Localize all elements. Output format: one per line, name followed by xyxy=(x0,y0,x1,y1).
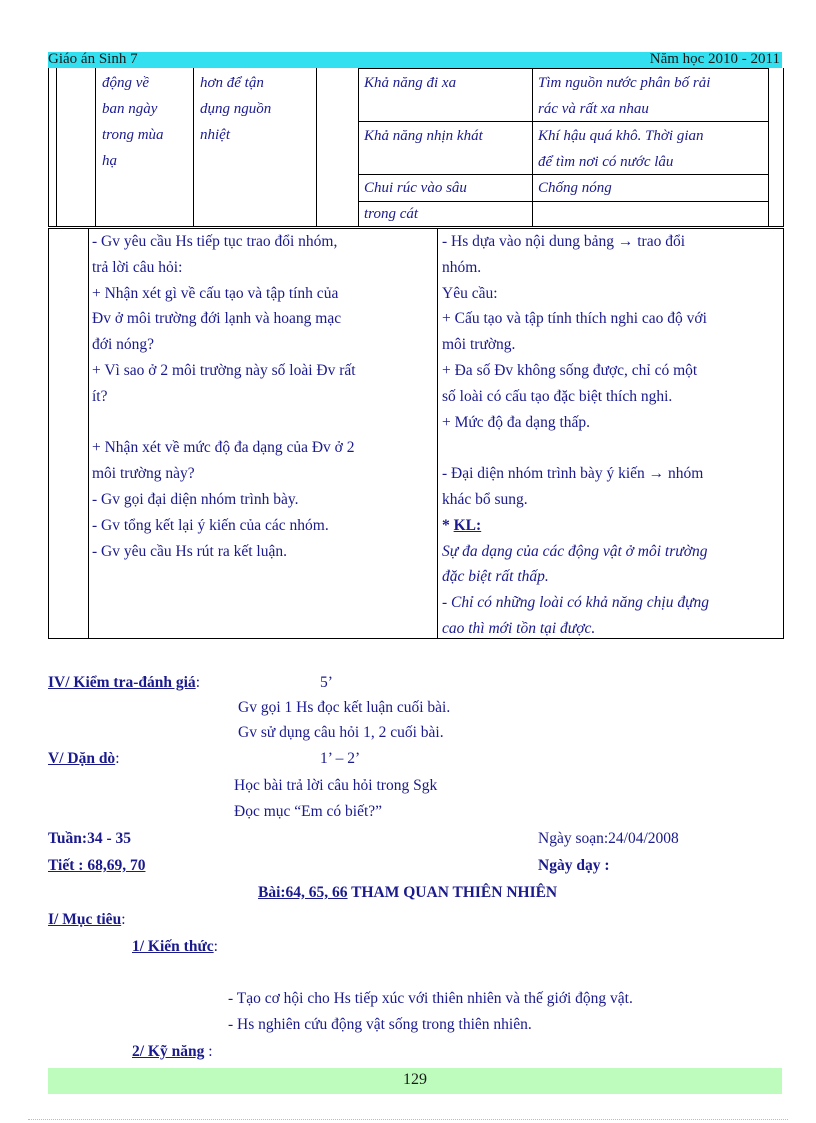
lesson-periods: Tiết : 68,69, 70 xyxy=(48,857,146,874)
table-border xyxy=(48,68,49,227)
page-number: 129 xyxy=(403,1071,427,1088)
page-header xyxy=(48,52,782,68)
table-cell-explanation: Chống nóng xyxy=(538,180,612,196)
page-footer xyxy=(48,1068,782,1094)
table-border xyxy=(56,68,57,227)
assessment-line: Gv sử dụng câu hỏi 1, 2 cuối bài. xyxy=(238,724,444,741)
section-assessment-time: 5’ xyxy=(320,674,333,691)
section-homework-title: V/ Dặn dò: xyxy=(48,750,120,767)
table-border xyxy=(358,68,768,69)
homework-line: Đọc mục “Em có biết?” xyxy=(234,803,383,820)
header-school-year: Năm học 2010 - 2011 xyxy=(649,51,780,67)
objectives-title: I/ Mục tiêu: xyxy=(48,911,126,928)
table-cell-ability: Khả năng đi xa xyxy=(364,75,457,91)
skills-title: 2/ Kỹ năng : xyxy=(132,1043,213,1060)
table-border xyxy=(316,68,317,227)
table-border xyxy=(48,228,49,639)
student-activities: - Hs dựa vào nội dung bảng → trao đổi nhóm. Yêu cầu: + Cấu tạo và tập tính thích nghi cao độ với môi trường. + Đa số Đv không sống được, chỉ có một số loài có cấu tạo đặc biệt thích nghi. + Mức độ đa dạng thấp. - Đại diện nhóm trình bày ý kiến → nhóm khác bổ sung. * KL: Sự đa dạng của các động vật ở môi trường đặc biệt rất thấp. - Chỉ có những loài có khả năng chịu đựng cao thì mới tồn tại được. xyxy=(442,229,782,642)
table-cell-explanation: Khí hậu quá khô. Thời gian để tìm nơi có nước lâu xyxy=(538,128,704,170)
table-cell-explanation: Tìm nguồn nước phân bố rải rác và rất xa nhau xyxy=(538,75,711,117)
teaching-date: Ngày dạy : xyxy=(538,857,610,874)
table-border xyxy=(783,228,784,639)
homework-line: Học bài trả lời câu hỏi trong Sgk xyxy=(234,777,438,794)
table-cell-reason: hơn để tận dụng nguồn nhiệt xyxy=(200,75,272,143)
table-cell-ability: Khả năng nhịn khát xyxy=(364,128,483,144)
week-number: Tuần:34 - 35 xyxy=(48,830,131,847)
adaptation-table xyxy=(48,68,784,227)
knowledge-title: 1/ Kiến thức: xyxy=(132,938,218,955)
section-homework-time: 1’ – 2’ xyxy=(320,750,361,767)
table-cell-ability: Chui rúc vào sâu trong cát xyxy=(364,180,467,222)
table-cell-behavior: động về ban ngày trong mùa hạ xyxy=(102,75,164,169)
page-edge-divider xyxy=(28,1119,788,1120)
table-border xyxy=(783,68,784,227)
table-border xyxy=(193,68,194,227)
preparation-date: Ngày soạn:24/04/2008 xyxy=(538,830,679,847)
conclusion-text: Sự đa dạng của các động vật ở môi trường đặc biệt rất thấp. - Chỉ có những loài có khả năng chịu đựng cao thì mới tồn tại được. xyxy=(442,542,710,637)
conclusion-label: * KL: xyxy=(442,516,482,534)
table-border xyxy=(88,228,89,639)
table-border xyxy=(95,68,96,227)
teacher-activities: - Gv yêu cầu Hs tiếp tục trao đổi nhóm, trả lời câu hỏi: + Nhận xét gì về cấu tạo và tập tính của Đv ở môi trường đới lạnh và hoang mạc đới nóng? + Vì sao ở 2 môi trường này số loài Đv rất ít? + Nhận xét về mức độ đa dạng của Đv ở 2 môi trường này? - Gv gọi đại diện nhóm trình bày. - Gv tổng kết lại ý kiến của các nhóm. - Gv yêu cầu Hs rút ra kết luận. xyxy=(92,233,356,560)
table-border xyxy=(768,68,769,227)
knowledge-item: - Hs nghiên cứu động vật sống trong thiên nhiên. xyxy=(228,1016,532,1033)
lesson-title: Bài:64, 65, 66 THAM QUAN THIÊN NHIÊN xyxy=(258,884,558,901)
table-border xyxy=(358,68,359,227)
activity-table xyxy=(48,228,784,639)
assessment-line: Gv gọi 1 Hs đọc kết luận cuối bài. xyxy=(238,699,451,716)
knowledge-item: - Tạo cơ hội cho Hs tiếp xúc với thiên nhiên và thế giới động vật. xyxy=(228,990,633,1007)
header-subject: Giáo án Sinh 7 xyxy=(48,51,138,67)
section-assessment-title: IV/ Kiểm tra-đánh giá: xyxy=(48,674,200,691)
table-border xyxy=(532,68,533,227)
